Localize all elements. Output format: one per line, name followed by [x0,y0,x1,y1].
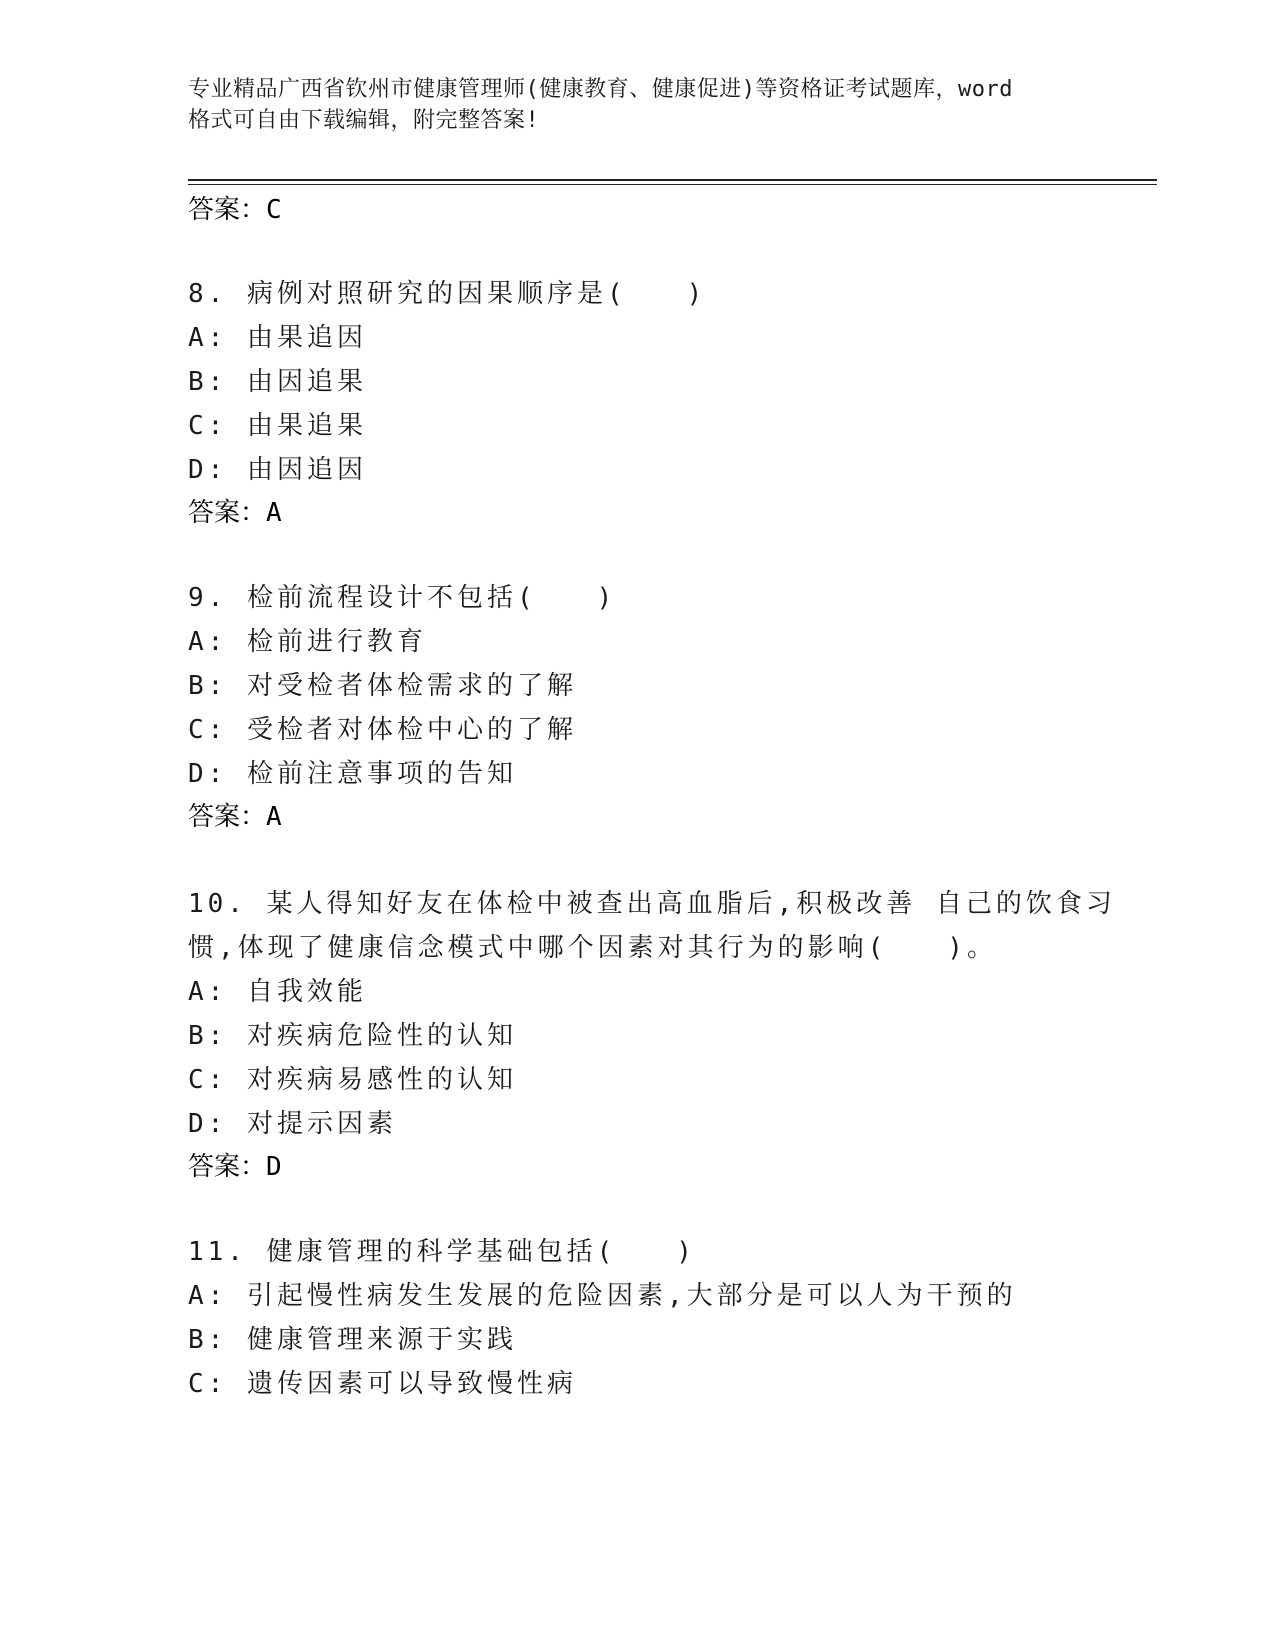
answer-value: C [266,195,282,225]
question-9-option-a: A: 检前进行教育 [188,627,427,657]
question-10-option-d: D: 对提示因素 [188,1109,397,1139]
question-10-option-c: C: 对疾病易感性的认知 [188,1065,517,1095]
answer-value: D [266,1152,282,1182]
answer-label: 答案： [188,802,267,832]
question-10-stem-line-1: 10. 某人得知好友在体检中被查出高血脂后,积极改善 自己的饮食习 [188,889,1116,919]
question-11-option-b: B: 健康管理来源于实践 [188,1325,517,1355]
question-8-option-b: B: 由因追果 [188,367,367,397]
question-11-option-a: A: 引起慢性病发生发展的危险因素,大部分是可以人为干预的 [188,1281,1017,1311]
question-10-stem-line-2: 惯,体现了健康信念模式中哪个因素对其行为的影响( )。 [188,933,997,963]
question-9-option-d: D: 检前注意事项的告知 [188,759,517,789]
page-header [188,74,1088,136]
question-9-option-c: C: 受检者对体检中心的了解 [188,715,577,745]
question-8-stem: 8. 病例对照研究的因果顺序是( ) [188,279,707,309]
question-9-answer [188,796,282,833]
header-rule-thin [188,184,1157,185]
question-11-option-c: C: 遗传因素可以导致慢性病 [188,1369,577,1399]
header-line-1: 专业精品广西省钦州市健康管理师(健康教育、健康促进)等资格证考试题库，word [188,77,1013,102]
question-8-option-d: D: 由因追因 [188,455,367,485]
question-10-option-b: B: 对疾病危险性的认知 [188,1021,517,1051]
answer-value: A [266,802,282,832]
question-9-stem: 9. 检前流程设计不包括( ) [188,583,617,613]
answer-label: 答案： [188,195,267,225]
answer-label: 答案： [188,1152,267,1182]
question-10-option-a: A: 自我效能 [188,977,367,1007]
question-10-answer [188,1146,282,1183]
question-8-option-a: A: 由果追因 [188,323,367,353]
answer-line [188,189,282,226]
question-8-option-c: C: 由果追果 [188,411,367,441]
question-9-option-b: B: 对受检者体检需求的了解 [188,671,577,701]
question-8-answer [188,492,282,529]
question-11-stem: 11. 健康管理的科学基础包括( ) [188,1237,696,1267]
answer-value: A [266,498,282,528]
header-line-2: 格式可自由下载编辑，附完整答案! [188,108,540,133]
answer-label: 答案： [188,498,267,528]
header-rule-thick [188,179,1157,181]
